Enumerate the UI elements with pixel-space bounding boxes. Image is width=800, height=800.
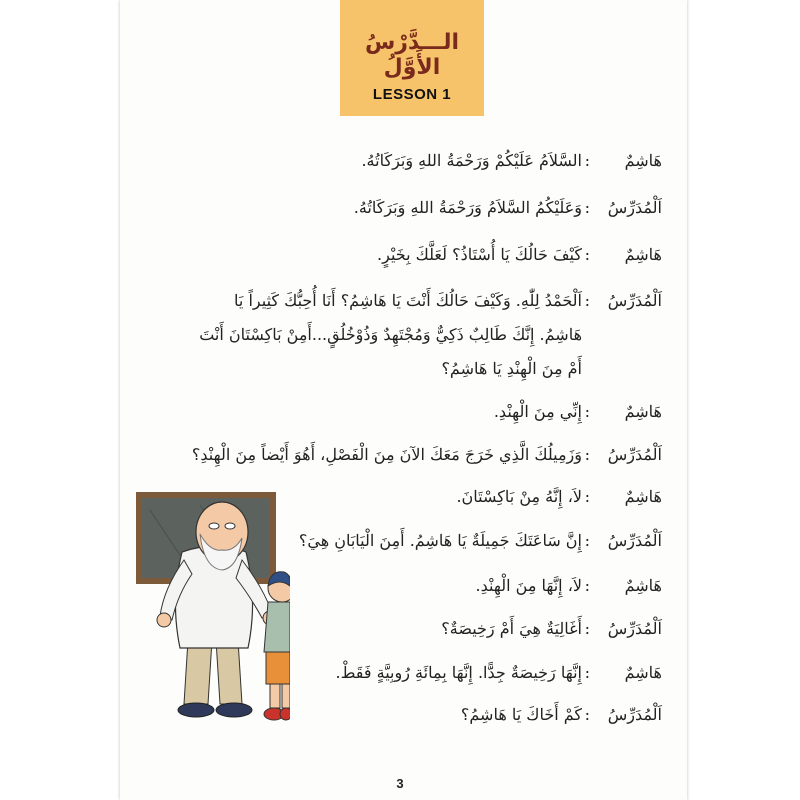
dialogue-line: هَاشِمٌ : لاَ، إِنَّهَا مِنَ الْهِنْدِ. [475,576,662,595]
utterance-continued: هَاشِمُ. إِنَّكَ طَالِبٌ ذَكِيٌّ وَمُجْتَهِدٌ وَذُوْخُلُقٍ...أَمِنْ بَاكِسْتَانَ أَنْتَ [199,325,582,344]
utterance: إِنِّي مِنَ الْهِنْدِ. [493,402,582,421]
dialogue-line: هَاشِمٌ : لاَ، إِنَّهُ مِنْ بَاكِسْتَانَ. [456,487,662,506]
lesson-title-box [340,0,484,116]
dialogue-line: هَاشِمٌ : إِنَّهَا رَخِيصَةٌ جِدًّا. إِنَّهَا بِمِائَةِ رُوبِيَّةٍ فَقَطْ. [335,663,662,682]
dialogue-line: هَاشِمٌ : السَّلاَمُ عَلَيْكُمْ وَرَحْمَةُ اللهِ وَبَرَكَاتُهُ. [361,151,662,170]
speaker-name: اَلْمُدَرِّسُ [607,291,662,310]
utterance-continued: أَمْ مِنَ الْهِنْدِ يَا هَاشِمُ؟ [441,359,582,378]
utterance: السَّلاَمُ عَلَيْكُمْ وَرَحْمَةُ اللهِ وَبَرَكَاتُهُ. [361,151,582,170]
speaker-name: اَلْمُدَرِّسُ [607,619,662,638]
page-number: 3 [396,776,404,791]
speaker-name: هَاشِمٌ [624,487,662,506]
dialogue-line: اَلْمُدَرِّسُ : كَمْ أَخَاكَ يَا هَاشِمُ؟ [460,705,662,724]
utterance: لاَ، إِنَّهَا مِنَ الْهِنْدِ. [475,576,582,595]
utterance: لاَ، إِنَّهُ مِنْ بَاكِسْتَانَ. [456,487,582,506]
speaker-name: هَاشِمٌ [624,663,662,682]
utterance: وَعَلَيْكُمُ السَّلاَمُ وَرَحْمَةُ اللهِ وَبَرَكَاتُهُ. [353,198,582,217]
speaker-name: اَلْمُدَرِّسُ [607,531,662,550]
dialogue-line: هَاشِمٌ : إِنِّي مِنَ الْهِنْدِ. [493,402,662,421]
speaker-name: هَاشِمٌ [624,576,662,595]
speaker-name: هَاشِمٌ [624,151,662,170]
speaker-name: اَلْمُدَرِّسُ [607,705,662,724]
utterance: وَزَمِيلُكَ الَّذِي خَرَجَ مَعَكَ الآنَ مِنَ الْفَصْلِ، أَهُوَ أَيْضاً مِنَ الْهِنْدِ؟ [191,445,582,464]
teacher-student-illustration [130,490,290,730]
lesson-title-arabic: الـــدَّرْسُ الأَوَّلُ [364,30,460,80]
utterance: كَمْ أَخَاكَ يَا هَاشِمُ؟ [460,705,582,724]
dialogue-line: اَلْمُدَرِّسُ : وَعَلَيْكُمُ السَّلاَمُ وَرَحْمَةُ اللهِ وَبَرَكَاتُهُ. [353,198,662,217]
utterance: إِنَّهَا رَخِيصَةٌ جِدًّا. إِنَّهَا بِمِائَةِ رُوبِيَّةٍ فَقَطْ. [335,663,582,682]
speaker-name: اَلْمُدَرِّسُ [607,198,662,217]
utterance: اَلْحَمْدُ لِلّٰهِ. وَكَيْفَ حَالُكَ أَنْتَ يَا هَاشِمُ؟ أَنَا أُحِبُّكَ كَثِيراً يَا [234,291,582,310]
dialogue-line: اَلْمُدَرِّسُ : وَزَمِيلُكَ الَّذِي خَرَجَ مَعَكَ الآنَ مِنَ الْفَصْلِ، أَهُوَ أَيْضاً مِنَ الْهِنْدِ؟ [191,445,662,464]
utterance: كَيْفَ حَالُكَ يَا أُسْتَاذُ؟ لَعَلَّكَ بِخَيْرٍ. [377,245,582,264]
lesson-title-english: LESSON 1 [372,86,452,103]
speaker-name: هَاشِمٌ [624,245,662,264]
speaker-name: هَاشِمٌ [624,402,662,421]
dialogue-line: هَاشِمٌ : كَيْفَ حَالُكَ يَا أُسْتَاذُ؟ لَعَلَّكَ بِخَيْرٍ. [377,245,662,264]
dialogue-line: اَلْمُدَرِّسُ : إِنَّ سَاعَتَكَ جَمِيلَةٌ يَا هَاشِمُ. أَمِنَ الْيَابَانِ هِيَ؟ [298,531,662,550]
dialogue-line: اَلْمُدَرِّسُ : اَلْحَمْدُ لِلّٰهِ. وَكَيْفَ حَالُكَ أَنْتَ يَا هَاشِمُ؟ أَنَا أُحِبُّكَ كَثِيراً يَا هَاشِمُ. إِنَّكَ طَالِبٌ ذَكِيٌّ وَمُجْتَهِدٌ وَذُوْخُلُقٍ...أَمِنْ بَاكِسْتَانَ أَنْتَ أَمْ مِنَ الْهِنْدِ يَا هَاشِمُ؟ [199,291,662,378]
utterance: إِنَّ سَاعَتَكَ جَمِيلَةٌ يَا هَاشِمُ. أَمِنَ الْيَابَانِ هِيَ؟ [298,531,582,550]
speaker-name: اَلْمُدَرِّسُ [607,445,662,464]
utterance: أَغَالِيَةٌ هِيَ أَمْ رَخِيصَةٌ؟ [441,619,582,638]
dialogue-line: اَلْمُدَرِّسُ : أَغَالِيَةٌ هِيَ أَمْ رَخِيصَةٌ؟ [441,619,662,638]
